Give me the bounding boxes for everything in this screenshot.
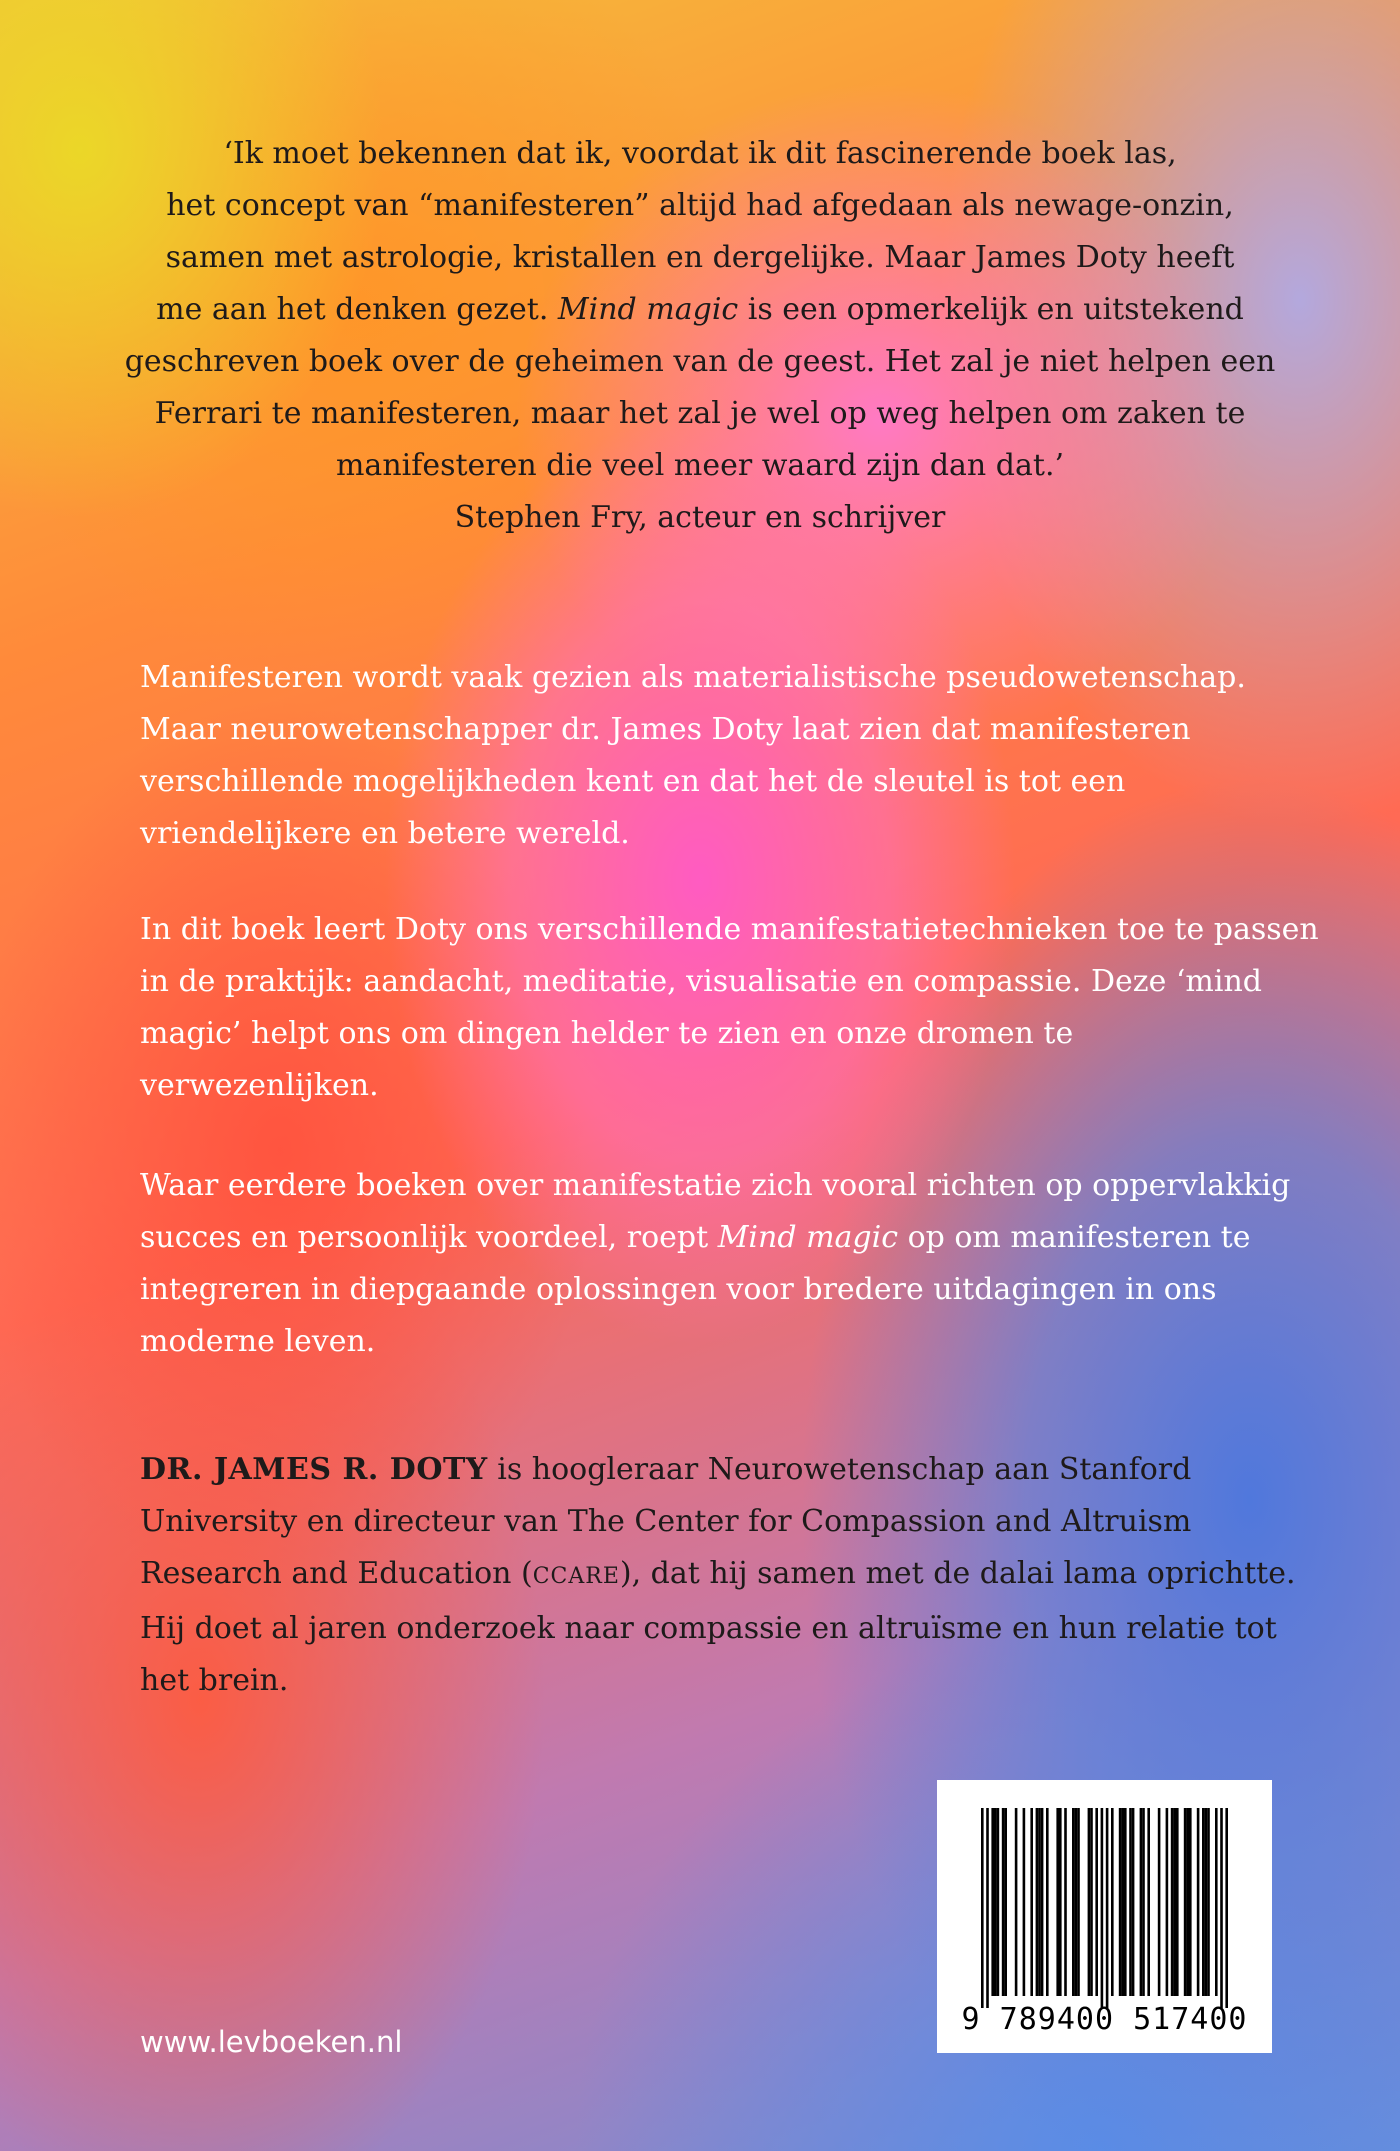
author-bio-fragment: ), dat hij samen met de dalai lama oprichtte. Hij doet al jaren onderzoek naar compassie en altruïsme en hun relatie tot het brein. (140, 1556, 1296, 1698)
barcode-bar (981, 1808, 984, 2008)
barcode-bar (1023, 1808, 1026, 1996)
barcode-bar (1132, 1808, 1135, 1996)
author-bio-fragment: is hoogleraar Neurowetenschap aan Stanford University en directeur van The Center for Compassion and Altruism Research and Education ( (140, 1452, 1192, 1591)
blurb-paragraph-3 (140, 1160, 1320, 1368)
book-title-italic: Mind magic (557, 292, 739, 327)
quote-line: Ferrari te manifesteren, maar het zal je wel op weg helpen om zaken te (154, 396, 1246, 431)
barcode-bar (1030, 1808, 1033, 1996)
barcode-bar (991, 1808, 994, 1996)
quote-fragment: me aan het denken gezet. (156, 292, 558, 327)
ccare-abbreviation: CCARE (532, 1564, 620, 1589)
barcode-bar (1059, 1808, 1062, 1996)
barcode-bar (1215, 1808, 1218, 1996)
barcode-bar (1075, 1808, 1078, 1996)
barcode-bar (1171, 1808, 1174, 1996)
barcode-bar (1088, 1808, 1091, 1996)
quote-fragment: is een opmerkelijk en uitstekend (738, 292, 1244, 327)
barcode-bar (1004, 1808, 1007, 1996)
barcode-bar (1101, 1808, 1104, 2008)
quote-line: manifesteren die veel meer waard zijn dan dat.’ (335, 448, 1065, 483)
barcode-bar (1205, 1808, 1208, 1996)
barcode-bar (1124, 1808, 1127, 1996)
quote-line: geschreven boek over de geheimen van de geest. Het zal je niet helpen een (124, 344, 1276, 379)
barcode-bar (1225, 1808, 1228, 2008)
barcode-bar (1207, 1808, 1210, 1996)
isbn-digits: 9 789400 517400 (961, 2002, 1248, 2037)
blurb-fragment: op om manifesteren te integreren in diepgaande oplossingen voor bredere uitdagingen in ons moderne leven. (140, 1220, 1251, 1359)
barcode-bar (1176, 1808, 1179, 1996)
barcode-bar (1095, 1808, 1098, 1996)
barcode-bar (1077, 1808, 1080, 1996)
barcode-bar (1129, 1808, 1132, 1996)
blurb-paragraph-2: In dit boek leert Doty ons verschillende manifestatietechnieken toe te passen in de praktijk: aandacht, meditatie, visualisatie en compassie. Deze ‘mind magic’ helpt ons om dingen helder te zien en onze dromen te verwezenlijken. (140, 912, 1319, 1103)
quote-attribution: Stephen Fry, acteur en schrijver (454, 500, 946, 535)
barcode-bar (1111, 1808, 1114, 1996)
barcode-bar (1147, 1808, 1150, 1996)
quote-line: ‘Ik moet bekennen dat ik, voordat ik dit fascinerende boek las, (223, 136, 1177, 171)
barcode-bar (1064, 1808, 1067, 1996)
barcode-bar (1002, 1808, 1005, 1996)
book-title-italic: Mind magic (717, 1220, 899, 1255)
barcode-bar (1041, 1808, 1044, 1996)
barcode-bar (997, 1808, 1000, 1996)
barcode-bar (1197, 1808, 1200, 1996)
barcode-bar (1119, 1808, 1122, 1996)
barcode-bar (1202, 1808, 1205, 1996)
author-name: DR. JAMES R. DOTY (140, 1452, 488, 1487)
barcode-bar (1015, 1808, 1018, 1996)
barcode-bar (986, 1808, 989, 2008)
blurb-paragraph-1: Manifesteren wordt vaak gezien als materialistische pseudowetenschap. Maar neurowetenschapper dr. James Doty laat zien dat manifesteren verschillende mogelijkheden kent en dat het de sleutel is tot een vriendelijkere en betere wereld. (140, 660, 1246, 851)
barcode-bar (1166, 1808, 1169, 1996)
barcode-bar (1220, 1808, 1223, 2008)
barcode-bar (1090, 1808, 1093, 1996)
barcode-bar (1072, 1808, 1075, 1996)
endorsement-quote (90, 128, 1310, 544)
publisher-website: www.levboeken.nl (140, 2025, 403, 2059)
barcode-bar (1121, 1808, 1124, 1996)
blurb-fragment: Waar eerdere boeken over manifestatie zich vooral richten op oppervlakkig succes en persoonlijk voordeel, roept (140, 1168, 1291, 1255)
barcode-bar (1036, 1808, 1039, 1996)
barcode-bar (1173, 1808, 1176, 1996)
barcode-bar (1184, 1808, 1187, 1996)
barcode-bar (1186, 1808, 1189, 1996)
author-bio (140, 1444, 1320, 1707)
barcode-bar (1056, 1808, 1059, 1996)
barcode-bar (1140, 1808, 1143, 1996)
barcode-bar (1038, 1808, 1041, 1996)
barcode-bar (1142, 1808, 1145, 1996)
barcode-bar (1046, 1808, 1049, 1996)
barcode-bar (1189, 1808, 1192, 1996)
quote-line (90, 284, 1310, 336)
quote-line: samen met astrologie, kristallen en dergelijke. Maar James Doty heeft (165, 240, 1235, 275)
isbn-barcode (937, 1780, 1272, 2053)
barcode-bar (1158, 1808, 1161, 1996)
barcode-bar (994, 1808, 997, 1996)
quote-line: het concept van “manifesteren” altijd had afgedaan als newage-onzin, (166, 188, 1234, 223)
barcode-bar (1106, 1808, 1109, 2008)
